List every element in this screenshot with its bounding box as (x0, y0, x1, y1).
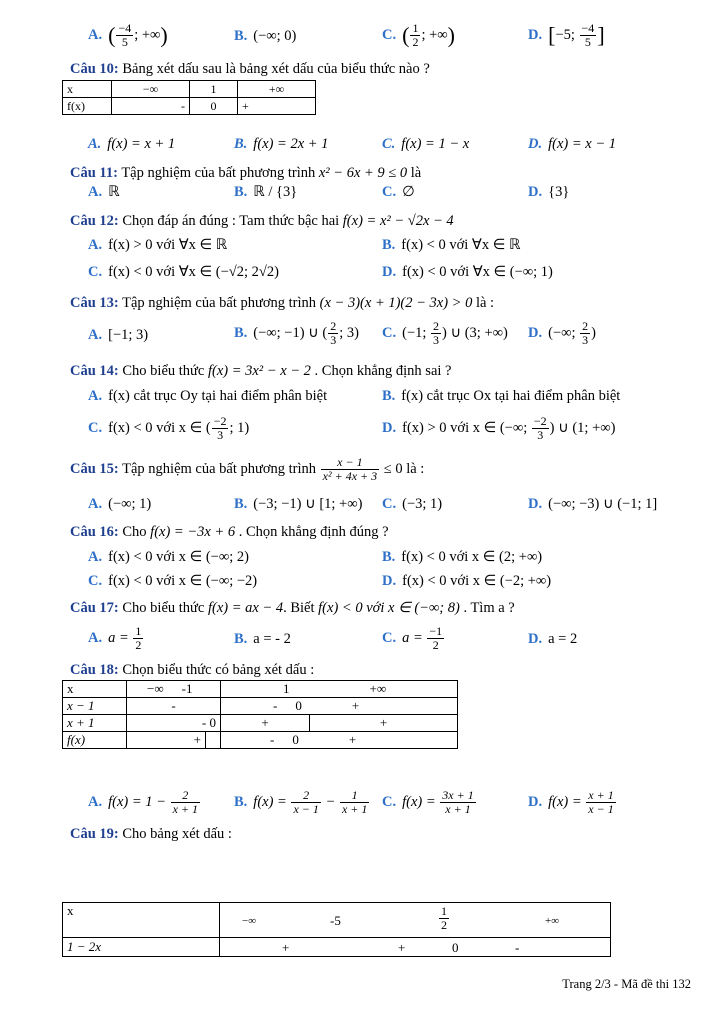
q14-option-b[interactable]: B. f(x) cắt trục Ox tại hai điểm phân biệt (382, 388, 621, 404)
q17-option-a[interactable]: A. a = $\frac{1}{2}$ (88, 624, 142, 652)
question-14: Câu 14: Cho biểu thức f(x) = 3x² − x − 2 . Chọn khẳng định sai ? (70, 363, 452, 379)
q11-option-d[interactable]: D. {3} (528, 184, 570, 200)
question-12: Câu 12: Chọn đáp án đúng : Tam thức bậc hai f(x) = x² − √2x − 4 (70, 213, 454, 229)
question-13: Câu 13: Tập nghiệm của bất phương trình (x − 3)(x + 1)(2 − 3x) > 0 là : (70, 295, 495, 311)
q16-option-a[interactable]: A. f(x) < 0 với x ∈ (−∞; 2) (88, 549, 249, 565)
question-18: Câu 18: Chọn biểu thức có bảng xét dấu : (70, 662, 315, 678)
page-footer: Trang 2/3 - Mã đề thi 132 (562, 977, 691, 991)
q16-option-b[interactable]: B. f(x) < 0 với x ∈ (2; +∞) (382, 549, 543, 565)
q18-option-d[interactable]: D. f(x) = $\frac{x + 1}{x - 1}$ (528, 788, 614, 816)
q10-sign-table: x −∞ 1 +∞ f(x) - 0 + (62, 80, 316, 115)
q16-option-d[interactable]: D. f(x) < 0 với x ∈ (−2; +∞) (382, 573, 552, 589)
question-16: Câu 16: Cho f(x) = −3x + 6 . Chọn khẳng định đúng ? (70, 524, 389, 540)
q10-option-d[interactable]: D. f(x) = x − 1 (528, 136, 616, 152)
q15-option-b[interactable]: B. (−3; −1) ∪ [1; +∞) (234, 496, 363, 512)
q10-option-a[interactable]: A. f(x) = x + 1 (88, 136, 176, 152)
q18-option-c[interactable]: C. f(x) = $\frac{3x + 1}{x + 1}$ (382, 788, 474, 816)
q11-option-b[interactable]: B. ℝ / {3} (234, 184, 298, 200)
q17-option-b[interactable]: B. a = - 2 (234, 631, 291, 647)
q13-option-c[interactable]: C. (−1; $\frac{2}{3}$ ) ∪ (3; +∞) (382, 319, 508, 347)
q17-option-d[interactable]: D. a = 2 (528, 631, 578, 647)
q14-option-a[interactable]: A. f(x) cắt trục Oy tại hai điểm phân biệt (88, 388, 328, 404)
q12-option-a[interactable]: A. f(x) > 0 với ∀x ∈ ℝ (88, 237, 228, 253)
q9-option-b[interactable]: B. (−∞; 0) (234, 28, 297, 44)
question-17: Câu 17: Cho biểu thức f(x) = ax − 4. Biết f(x) < 0 với x ∈ (−∞; 8) . Tìm a ? (70, 600, 515, 616)
q14-option-c[interactable]: C. f(x) < 0 với x ∈ ( $\frac{-2}{3}$ ; 1) (88, 414, 250, 442)
q15-option-a[interactable]: A. (−∞; 1) (88, 496, 152, 512)
q13-option-d[interactable]: D. (−∞; $\frac{2}{3}$ ) (528, 319, 596, 347)
q18-option-b[interactable]: B. f(x) = $\frac{2}{x - 1}$ − $\frac{1}{x + 1}$ (234, 788, 368, 816)
q13-option-a[interactable]: A. [−1; 3) (88, 327, 149, 343)
q12-option-c[interactable]: C. f(x) < 0 với ∀x ∈ (−√2; 2√2) (88, 264, 279, 280)
q17-option-c[interactable]: C. a = $\frac{-1}{2}$ (382, 624, 443, 652)
question-19: Câu 19: Cho bảng xét dấu : (70, 826, 232, 842)
q14-option-d[interactable]: D. f(x) > 0 với x ∈ (−∞; $\frac{-2}{3}$ ) ∪ (1; +∞) (382, 414, 616, 442)
q11-option-c[interactable]: C. ∅ (382, 184, 415, 200)
q19-sign-table: x −∞ -5 $\frac{1}{2}$ +∞ 1 − 2x + + 0 - (62, 902, 611, 957)
q9-option-d[interactable]: D. [−5; $\frac{-4}{5}$ ] (528, 21, 605, 49)
q10-option-c[interactable]: C. f(x) = 1 − x (382, 136, 470, 152)
q15-option-d[interactable]: D. (−∞; −3) ∪ (−1; 1] (528, 496, 658, 512)
question-11: Câu 11: Tập nghiệm của bất phương trình x² − 6x + 9 ≤ 0 là (70, 165, 422, 181)
q12-option-d[interactable]: D. f(x) < 0 với ∀x ∈ (−∞; 1) (382, 264, 553, 280)
q9-option-c[interactable]: C. ( $\frac{1}{2}$ ; +∞) (382, 21, 455, 49)
q13-option-b[interactable]: B. (−∞; −1) ∪ ( $\frac{2}{3}$ ; 3) (234, 319, 359, 347)
question-15: Câu 15: Tập nghiệm của bất phương trình $\frac{x - 1}{\text{x² + 4x + 3}}$ ≤ 0 là : (70, 455, 425, 483)
q15-option-c[interactable]: C. (−3; 1) (382, 496, 443, 512)
q18-option-a[interactable]: A. f(x) = 1 − $\frac{2}{x + 1}$ (88, 788, 198, 816)
q16-option-c[interactable]: C. f(x) < 0 với x ∈ (−∞; −2) (88, 573, 258, 589)
q11-option-a[interactable]: A. ℝ (88, 184, 120, 200)
q10-option-b[interactable]: B. f(x) = 2x + 1 (234, 136, 329, 152)
question-10: Câu 10: Bảng xét dấu sau là bảng xét dấu của biểu thức nào ? (70, 61, 430, 77)
q9-option-a[interactable]: A. ( $\frac{-4}{5}$ ; +∞) (88, 21, 168, 49)
q12-option-b[interactable]: B. f(x) < 0 với ∀x ∈ ℝ (382, 237, 521, 253)
q18-sign-table: x −∞ -1 1 +∞ x − 1 - - 0 + x + 1 - 0 + + f(x) + - 0 + (62, 680, 458, 749)
